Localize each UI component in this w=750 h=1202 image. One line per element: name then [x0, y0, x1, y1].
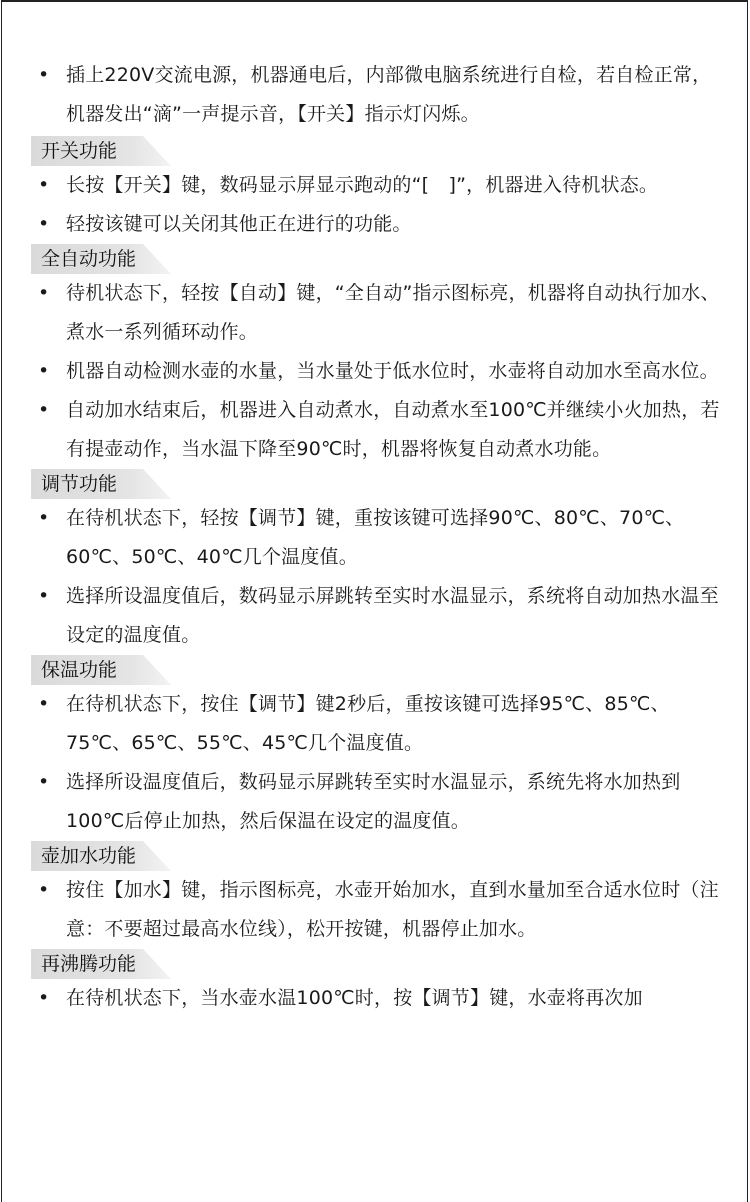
section-header-auto: [31, 244, 750, 274]
bullet-icon: •: [38, 879, 50, 901]
section-title: 全自动功能: [41, 248, 137, 270]
bullet-icon: •: [38, 213, 50, 235]
section-header-keep-warm: [31, 655, 750, 685]
item-text: 自动加水结束后，机器进入自动煮水，自动煮水至100℃并继续小火加热，若有提壶动作，当水温下降至90℃时，机器将恢复自动煮水功能。: [66, 399, 720, 460]
item-text: 在待机状态下，轻按【调节】键，重按该键可选择90℃、80℃、70℃、60℃、50℃、40℃几个温度值。: [66, 507, 685, 568]
section-title: 保温功能: [41, 659, 118, 681]
bullet-icon: •: [38, 174, 50, 196]
item-text: 待机状态下，轻按【自动】键，“全自动”指示图标亮，机器将自动执行加水、煮水一系列循环动作。: [66, 282, 720, 343]
list-item: [0, 352, 750, 391]
section-title: 壶加水功能: [41, 845, 137, 867]
bullet-icon: •: [38, 987, 50, 1009]
bullet-icon: •: [38, 360, 50, 382]
item-text: 按住【加水】键，指示图标亮，水壶开始加水，直到水量加至合适水位时（注意：不要超过最高水位线），松开按键，机器停止加水。: [66, 879, 719, 940]
item-text: 在待机状态下，当水壶水温100℃时，按【调节】键，水壶将再次加: [66, 987, 643, 1009]
section-title: 调节功能: [41, 473, 118, 495]
item-text: 机器自动检测水壶的水量，当水量处于低水位时，水壶将自动加水至高水位。: [66, 360, 719, 382]
section-header-add-water: [31, 841, 750, 871]
section-header-power: [31, 136, 750, 166]
bullet-icon: •: [38, 771, 50, 793]
instruction-content: [0, 56, 750, 1018]
section-header-reboil: [31, 949, 750, 979]
section-title: 开关功能: [41, 140, 118, 162]
item-text: 选择所设温度值后，数码显示屏跳转至实时水温显示，系统先将水加热到100℃后停止加热，然后保温在设定的温度值。: [66, 771, 681, 832]
bullet-icon: •: [38, 585, 50, 607]
section-header-adjust: [31, 469, 750, 499]
item-text: 长按【开关】键，数码显示屏显示跑动的“[ ]”，机器进入待机状态。: [66, 174, 659, 196]
list-item: [0, 499, 750, 577]
list-item: [0, 979, 750, 1018]
list-item: [0, 166, 750, 205]
list-item: [0, 577, 750, 655]
list-item: [0, 274, 750, 352]
bullet-icon: •: [38, 64, 50, 86]
bullet-icon: •: [38, 282, 50, 304]
list-item: [0, 871, 750, 949]
list-item: [0, 205, 750, 244]
list-item: [0, 56, 750, 134]
bullet-icon: •: [38, 399, 50, 421]
bullet-icon: •: [38, 507, 50, 529]
bullet-icon: •: [38, 693, 50, 715]
item-text: 选择所设温度值后，数码显示屏跳转至实时水温显示，系统将自动加热水温至设定的温度值。: [66, 585, 719, 646]
item-text: 在待机状态下，按住【调节】键2秒后，重按该键可选择95℃、85℃、75℃、65℃、55℃、45℃几个温度值。: [66, 693, 670, 754]
list-item: [0, 685, 750, 763]
section-title: 再沸腾功能: [41, 953, 137, 975]
item-text: 插上220V交流电源，机器通电后，内部微电脑系统进行自检，若自检正常，机器发出“滴”一声提示音，【开关】指示灯闪烁。: [66, 64, 712, 125]
item-text: 轻按该键可以关闭其他正在进行的功能。: [66, 213, 412, 235]
list-item: [0, 391, 750, 469]
list-item: [0, 763, 750, 841]
